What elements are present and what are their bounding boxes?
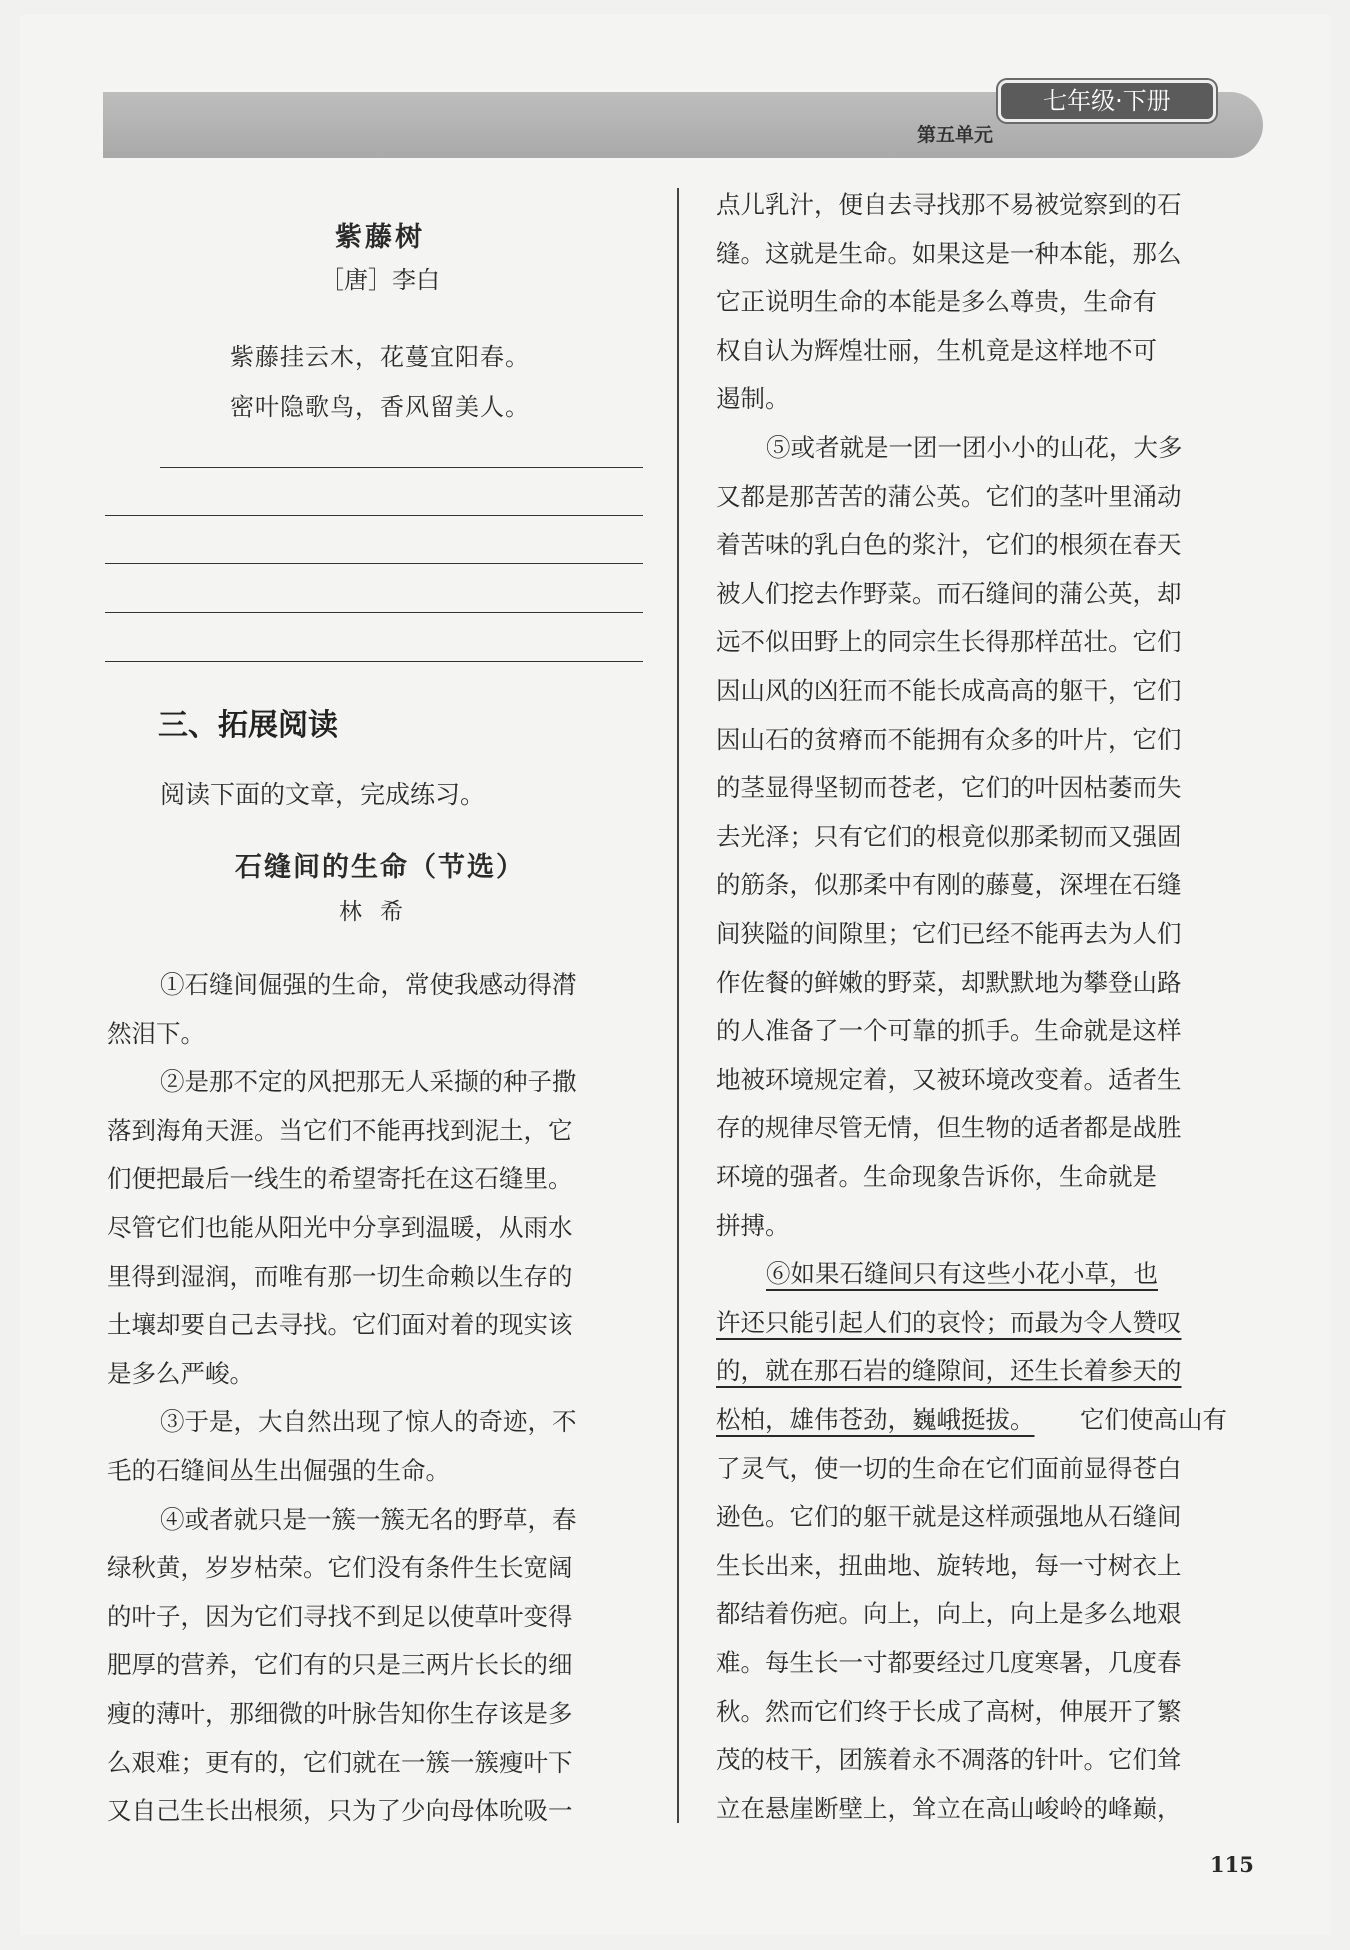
text-line: 瘦的薄叶，那细微的叶脉告知你生存该是多 (107, 1699, 573, 1728)
text-line: 的，就在那石岩的缝隙间，还生长着参天的 (716, 1356, 1182, 1386)
text-line: 绿秋黄，岁岁枯荣。它们没有条件生长宽阔 (107, 1553, 573, 1583)
section-heading: 三、拓展阅读 (158, 708, 338, 743)
answer-line-3[interactable] (105, 563, 643, 564)
text-line: 点儿乳汁，便自去寻找那不易被觉察到的石 (716, 190, 1182, 219)
text-line: 难。每生长一寸都要经过几度寒暑，几度春 (716, 1648, 1182, 1677)
text-line: 去光泽；只有它们的根竟似那柔韧而又强固 (716, 821, 1182, 851)
text-line: ①石缝间倔强的生命，常使我感动得潸 (160, 970, 577, 999)
text-line: 茂的枝干，团簇着永不凋落的针叶。它们耸 (716, 1745, 1182, 1775)
text-line: 许还只能引起人们的哀怜；而最为令人赞叹 (716, 1307, 1182, 1337)
text-line: 着苦味的乳白色的浆汁，它们的根须在春天 (716, 530, 1182, 560)
answer-line-1[interactable] (160, 467, 643, 468)
text-line: 间狭隘的间隙里；它们已经不能再去为人们 (716, 919, 1182, 948)
text-line: 生长出来，扭曲地、旋转地，每一寸树衣上 (716, 1550, 1182, 1580)
answer-line-2[interactable] (105, 515, 643, 516)
text-line: 因山石的贫瘠而不能拥有众多的叶片，它们 (716, 724, 1182, 754)
text-line: 立在悬崖断壁上，耸立在高山峻岭的峰巅， (716, 1793, 1182, 1823)
text-line: 权自认为辉煌壮丽，生机竟是这样地不可 (716, 335, 1157, 365)
text-line: 肥厚的营养，它们有的只是三两片长长的细 (107, 1650, 573, 1680)
poem-title: 紫藤树 (335, 222, 425, 253)
poem-line-1: 紫藤挂云木，花蔓宜阳春。 (230, 343, 530, 371)
text-line: 松柏，雄伟苍劲，巍峨挺拔。 (716, 1405, 1035, 1434)
text-line: 拼搏。 (716, 1210, 790, 1240)
text-line: 环境的强者。生命现象告诉你，生命就是 (716, 1162, 1157, 1191)
instruction-text: 阅读下面的文章，完成练习。 (160, 780, 486, 809)
text-line: 地被环境规定着，又被环境改变着。适者生 (716, 1064, 1182, 1094)
text-line: 秋。然而它们终于长成了高树，伸展开了繁 (716, 1696, 1182, 1726)
answer-line-5[interactable] (105, 661, 643, 662)
text-line: 落到海角天涯。当它们不能再找到泥土，它 (107, 1115, 573, 1145)
answer-line-4[interactable] (105, 612, 643, 613)
text-line: 毛的石缝间丛生出倔强的生命。 (107, 1456, 450, 1485)
article-title: 石缝间的生命（节选） (235, 852, 525, 883)
text-line: 土壤却要自己去寻找。它们面对着的现实该 (107, 1310, 573, 1340)
text-line: ④或者就只是一簇一簇无名的野草，春 (160, 1504, 577, 1534)
text-line: 遏制。 (716, 384, 790, 414)
text-line: 作佐餐的鲜嫩的野菜，却默默地为攀登山路 (716, 967, 1182, 997)
text-line: ③于是，大自然出现了惊人的奇迹，不 (160, 1407, 577, 1437)
grade-badge: 七年级·下册 (998, 80, 1216, 122)
text-line: ⑤或者就是一团一团小小的山花，大多 (766, 433, 1183, 462)
text-line: 缝。这就是生命。如果这是一种本能，那么 (716, 238, 1182, 268)
poem-line-2: 密叶隐歌鸟，香风留美人。 (230, 393, 530, 421)
text-line: 是多么严峻。 (107, 1358, 254, 1388)
text-line: 远不似田野上的同宗生长得那样茁壮。它们 (716, 627, 1182, 657)
text-line: 的茎显得坚韧而苍老，它们的叶因枯萎而失 (716, 773, 1182, 803)
text-line: 然泪下。 (107, 1018, 205, 1048)
article-author: 林希 (339, 899, 421, 925)
text-line: 它正说明生命的本能是多么尊贵，生命有 (716, 287, 1157, 317)
text-line: 的筋条，似那柔中有刚的藤蔓，深埋在石缝 (716, 870, 1182, 900)
unit-label: 第五单元 (916, 124, 993, 146)
text-line: 了灵气，使一切的生命在它们面前显得苍白 (716, 1453, 1182, 1483)
text-line: 因山风的凶狂而不能长成高高的躯干，它们 (716, 676, 1182, 705)
text-line: 又自己生长出根须，只为了少向母体吮吸一 (107, 1796, 573, 1826)
text-line: 存的规律尽管无情，但生物的适者都是战胜 (716, 1113, 1182, 1143)
text-line: 逊色。它们的躯干就是这样顽强地从石缝间 (716, 1502, 1182, 1532)
text-line: 都结着伤疤。向上，向上，向上是多么地艰 (716, 1599, 1182, 1629)
poem-author: ［唐］李白 (320, 266, 440, 294)
text-line: 尽管它们也能从阳光中分享到温暖，从雨水 (107, 1213, 573, 1242)
text-line: 的叶子，因为它们寻找不到足以使草叶变得 (107, 1601, 573, 1631)
column-divider (677, 188, 679, 1823)
text-line: 里得到湿润，而唯有那一切生命赖以生存的 (107, 1261, 573, 1291)
text-line: 么艰难；更有的，它们就在一簇一簇瘦叶下 (107, 1747, 573, 1777)
text-line: 的人准备了一个可靠的抓手。生命就是这样 (716, 1016, 1182, 1046)
text-line: 们便把最后一线生的希望寄托在这石缝里。 (107, 1164, 573, 1194)
page-number: 115 (1210, 1852, 1254, 1877)
text-line: 它们使高山有 (1080, 1405, 1227, 1434)
text-line: 又都是那苦苦的蒲公英。它们的茎叶里涌动 (716, 481, 1182, 511)
text-line: 被人们挖去作野菜。而石缝间的蒲公英，却 (716, 578, 1182, 608)
text-line: ⑥如果石缝间只有这些小花小草，也 (766, 1259, 1158, 1289)
text-line: ②是那不定的风把那无人采撷的种子撒 (160, 1067, 577, 1097)
